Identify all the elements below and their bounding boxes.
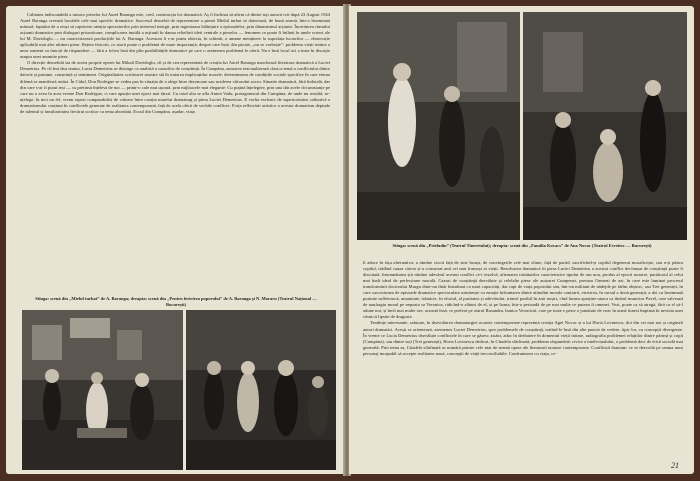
left-body-text	[20, 12, 330, 294]
right-page	[349, 6, 694, 474]
photo-pentru-fericirea-poporului	[186, 310, 336, 470]
stage-scene-image	[22, 310, 183, 470]
photo-prieludin	[357, 12, 520, 240]
left-paragraph-1: Calitatea indiscutabilă a tuturor pieselor lui Aurel Baranga este, cred, construcția lor dramatică. Aș fi înclinat să afirm că dintre toți autorii ivit după 23 August 1944 Aurel Baranga creează lucrările cele mai specific dramatice. Succesul deosebit de reprezentare a piesei Mielul turbat se datorează, de bună seamă, într-o însemnată măsură, faptului de a reuși să captiveze atenția spectatorilor prin interesul intrigii, prin ingenioasa înlănțuire a episoadelor, prin dinamismul acțiunii. Încetinirea ritmului acțiunii dramatice prin dialoguri prisositoare, complicarea inutilă a acțiunii în dauna reliefării ideii centrale a pieselor — fenomen ce poate fi înfânit în unele scrieri ale lui M. Davidoglu — nu caracterizează producțiile lui A. Baranga. Acestora li s-ar putea obiecta, în schimb, o anume menținere la suprafața lucrurilor — observație aplicabilă mai ales ultimei piese. Rețeta fericirii, ce atacă poate o problemă de mare importanță, despre care însă, din păcate, „nu se vorbește”: problema vieții intime a unor oameni cu funcții de răspundere — fără a folosi însă din plin posibilitățile dramatice pe care o asemenea problemă le oferă. Nu e însă locul aci a intra în discuție asupra unei anumite piese.	[20, 12, 330, 60]
left-page	[6, 6, 345, 474]
right-paragraph-1: îi aduce în fața alternativa: a rămîne ciocit față de sine însuși, de convingerile cele mai sfinte, față de partid, sacrificînd-și copilul degenerat moralicește, sau a-și păstra copilul, trădînd cauza căreia și-a consacrat anii cei mai frumoși ai vieții. Rezolvarea dramatică în piesa Luciei Demetrius a acestui conflict declanșat de conștiință poate fi discutată; însemnătatea știi rămîne adevărul acestui conflict ce-i rezolvă, afirmarea trăsăturilor caracteristice tipului de om nou, produs al epocii noastre, purtătorul al celui mai înalt ideal de perfecțiune morală. Cazuri de conștiință dezvăluie și celelalte piese ale autoarei Cumpenei, precum Oameni de azi, în care este luminat procesul transformării doctorului Murgu dintr-un tînăr înstrăinat cu mari capacități, dar rupt de viața poporului său, într-un militant de nădejde pe tărîm obștesc, sau Trei generații, în care succesiunea de episoade dramatice spectaculare urmărește cu emoție înfruntarea dintre atitudini morale contrarii, etrivirea, în cursul a două generații, a doi cu însemnată puritate sufletească, umanitate, trăinicie, în efortul, al puritatea și adevărului, triumf posibil în anii noștri, cînd lumea aparține unora ca tînărul muncitor Pavel, care salvează de naufragiu moral pe nepoata sa Veronica, ridicînd-o alături de el, și pe Ioana, într-o perioadă de pe mai multe ce puteau fi omenei. Vezi, poate ca să atragă, fără ca el să-l adune noi, și încît mai multe ore, această însă, ce preferă pe ziarul Rusandra, bunica Veronicăi, care pe toate e peste o jumătate de veac în urmă funest împinsă în neviata unei căsnicii lipsite de dragoste.	[363, 260, 683, 320]
stage-scene-image	[357, 12, 520, 240]
photo-mielul-turbat	[22, 310, 183, 470]
left-photo-caption: Stînga: scenă din „Mielul turbat” de A. Baranga; dreapta: scenă din „Pentru fericirea poporului” de A. Baranga și N. Moraru (Teatrul Național — București)	[35, 296, 317, 307]
right-paragraph-2: Tendințe interesante, salutare, în dezvoltarea dramaturgiei noastre contemporane reprezintă creația Agei Novac și a lui Horia Lovinescu, doi din cei mai noi și originali autori dramatici. Acești se orientează, asemenea Luciei Demetrius, spre problemele de conștiință, tratînd-le însă din alte puncte de vedere, tipic lor, cu concepții divergente. În vreme ce Lucia Demetrius dezvăluie conflictele în care se găsesc astăzi, aduc în dezbatere în domeniul vieții intime, radiografia problemei relațiilor dintre părinți și copii (Cumpăna), sau dintre soți (Trei generații), Horia Lovinescu dedicat, în Citadela sfărîmată, problema răspunderii civice a intelectualului, o problemă deci de etică socială mai generală. Prin tema sa, Citadela sfărîmată se numără printre cele mai de seamă opere ale literaturii noastre contemporane. Conflictul dramatic ce se dezvoltă pe seama unui personaj incapabil să accepte realitatea nouă, concepții de viață ireconciliabile. Confruntarea cu viața, ce-	[363, 320, 683, 356]
stage-scene-image	[523, 12, 687, 240]
page-number: 21	[671, 461, 679, 470]
photo-familia-kovacs	[523, 12, 687, 240]
right-body-text	[363, 260, 683, 458]
right-photo-caption: Stînga: scenă din „Prieludin” (Teatrul Tineretului); dreapta: scenă din „Familia Kovacs” de Ana Novac (Teatrul Evreiesc — București)	[392, 243, 652, 248]
left-paragraph-2: O direcție deosebită sta de aceea proprie operei lui Mihail Davidoglu, cît și de cea reprezentată de creația lui Aurel Baranga marchează literatura dramatică a Luciei Demetrius. Pe cît îmi dau seama, Lucia Demetrius se distinge ca analistă a cazurilor de conștiință. În Cumpăna, autoarea reactualizează clasica temă a conflictului dintre datorie și pasiune, conștiință și sentiment. Originalitatea scriitoarei noastre stă în tratarea implicațiilor morale, determinarea de condițiile sociale specifice în care eterna dilemă se manifestă astăzi. În Cidul, Don Rodrigue se vedea pus în situația de a alege între dezonoare sau uciderea viitorului socru. Situatie dramatică, fără îndoială, dar din care s-ar fi putut ieși — cu pretinsă înțelesă de noi — printr-o cale mai ușoară, prin mijloacele mai elegante: Cu puțină înțelegere, prin una din acele cîrcumstanțe pe care nu o avea în acea vreme Don Rodrigue, ci care aparțin unei epoci mai târzii. Cu totul alta se afla Anton Vadu, protagonistul din Cumpăna, de unde nu rezultă, se-nțelege, în nici un fel, vreun raport comparabilist de valoare între creația marelui dramaturg și piesa Luciei Demetrius. E vorba exclusiv de superioritatea calitativă a dramatismului conținut în conflictele generate de realitatea contemporană, față de acela oferit de vechile conflicte. Forța reflectării artistice a acestui dramatism depinde de talentul și familiaritatea fiecărui scriitor cu tema abordată. Ecoul din Cumpăna, așadar, viața	[20, 60, 330, 114]
stage-scene-image	[186, 310, 336, 470]
